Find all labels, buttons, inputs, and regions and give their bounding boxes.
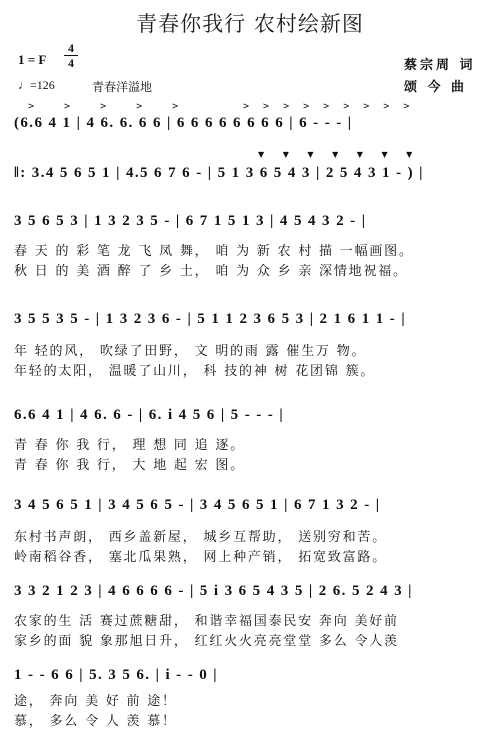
composer-credit: 颂 今 曲 — [404, 80, 468, 95]
key-signature: 1 = F — [18, 52, 47, 67]
score-system-1 — [14, 110, 490, 136]
lyric-verse-1: 农家的生 活 赛过蔗糖甜， 和谐幸福国泰民安 奔向 美好前 — [14, 614, 399, 629]
page-title: 青春你我行 农村绘新图 — [136, 12, 364, 36]
lyric-verse-2: 年轻的太阳， 温暖了山川， 科 技的神 树 花团锦 簇。 — [14, 364, 376, 379]
score-system-5 — [14, 402, 490, 428]
time-signature — [64, 42, 78, 69]
time-signature-top: 4 — [68, 41, 74, 55]
notation-line: 6.6 4 1 | 4 6. 6 - | 6. i 4 5 6 | 5 - - - | — [14, 407, 285, 423]
lyric-verse-2: 秋 日 的 美 酒 醉 了 乡 土， 咱 为 众 乡 亲 深情地祝福。 — [14, 264, 408, 279]
lyric-verse-1: 春 天 的 彩 笔 龙 飞 凤 舞， 咱 为 新 农 村 描 一幅画图。 — [14, 244, 414, 259]
stress-marks: ▼ ▼ ▼ ▼ ▼ ▼ ▼ — [258, 150, 421, 159]
score-system-4 — [14, 306, 490, 332]
score-system-3 — [14, 208, 490, 234]
accent-marks: > > > > > — [28, 101, 191, 112]
lyric-verse-2: 慕， 多么 令 人 羡 慕！ — [14, 714, 177, 729]
score-system-2 — [14, 160, 490, 186]
lyricist-credit: 蔡宗周 词 — [404, 58, 476, 73]
lyric-verse-1: 东村书声朗， 西乡盖新屋， 城乡互帮助， 送别穷和苦。 — [14, 530, 387, 545]
notation-line: ‖: 3.4 5 6 5 1 | 4.5 6 7 6 - | 5 1 3 6 5 4 3 | 2 5 4 3 1 - ) | — [14, 165, 424, 181]
lyric-verse-2: 青 春 你 我 行， 大 地 起 宏 图。 — [14, 458, 245, 473]
lyric-verse-2: 岭南稻谷香， 塞北瓜果熟， 网上种产销， 拓宽致富路。 — [14, 550, 387, 565]
score-system-8 — [14, 662, 490, 688]
lyric-verse-1: 青 春 你 我 行， 理 想 同 追 逐。 — [14, 438, 245, 453]
lyric-verse-1: 年 轻的风， 吹绿了田野， 文 明的雨 露 催生万 物。 — [14, 344, 367, 359]
lyric-verse-1: 途， 奔向 美 好 前 途！ — [14, 694, 177, 709]
notation-line: 3 3 2 1 2 3 | 4 6 6 6 6 - | 5 i 3 6 5 4 3 5 | 2 6. 5 2 4 3 | — [14, 583, 413, 599]
lyric-verse-2: 家乡的面 貌 象那旭日升， 红红火火亮亮堂堂 多么 令人羡 — [14, 634, 399, 649]
notation-line: (6.6 4 1 | 4 6. 6. 6 6 | 6 6 6 6 6 6 6 6 | 6 - - - | — [14, 115, 353, 131]
expression-marking: 青春洋溢地 — [92, 80, 153, 94]
accent-marks-2: > > > > > > > > > — [243, 101, 414, 112]
notation-line: 1 - - 6 6 | 5. 3 5 6. | i - - 0 | — [14, 667, 219, 683]
score-system-6 — [14, 492, 490, 518]
notation-line: 3 4 5 6 5 1 | 3 4 5 6 5 - | 3 4 5 6 5 1 | 6 7 1 3 2 - | — [14, 497, 381, 513]
notation-line: 3 5 6 5 3 | 1 3 2 3 5 - | 6 7 1 5 1 3 | 4 5 4 3 2 - | — [14, 213, 367, 229]
tempo-marking: ♩=126 — [18, 78, 55, 92]
time-signature-bottom: 4 — [68, 56, 74, 70]
score-system-7 — [14, 578, 490, 604]
notation-line: 3 5 5 3 5 - | 1 3 2 3 6 - | 5 1 1 2 3 6 5 3 | 2 1 6 1 1 - | — [14, 311, 407, 327]
